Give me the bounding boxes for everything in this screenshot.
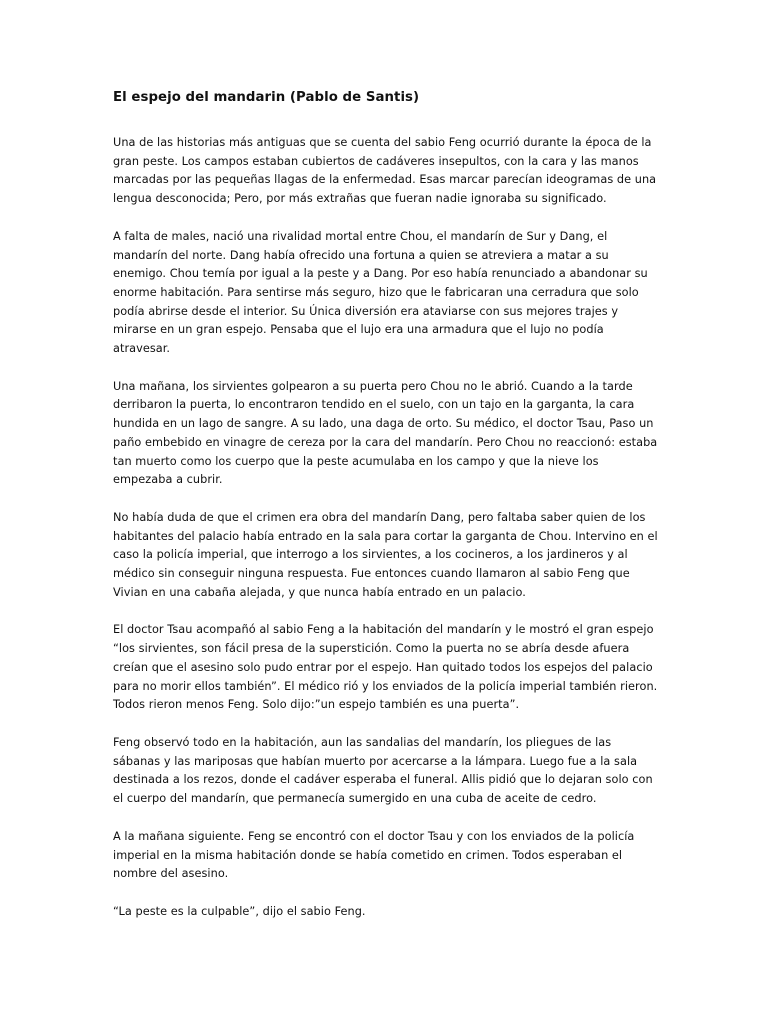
document-page bbox=[113, 88, 658, 941]
paragraph-3: Una mañana, los sirvientes golpearon a su puerta pero Chou no le abrió. Cuando a la tarde derribaron la puerta, lo encontraron tendido en el suelo, con un tajo en la garganta, la cara hundida en un lago de sangre. A su lado, una daga de orto. Su médico, el doctor Tsau, Paso un paño embebido en vinagre de cereza por la cara del mandarín. Pero Chou no reaccionó: estaba tan muerto como los cuerpo que la peste acumulaba en los campo y que la nieve los empezaba a cubrir. bbox=[113, 379, 658, 487]
document-title: El espejo del mandarin (Pablo de Santis) bbox=[113, 90, 420, 105]
paragraph-4: No había duda de que el crimen era obra del mandarín Dang, pero faltaba saber quien de los habitantes del palacio había entrado en la sala para cortar la garganta de Chou. Intervino en el caso la policía imperial, que interrogo a los sirvientes, a los cocineros, a los jardineros y al médico sin conseguir ninguna respuesta. Fue entonces cuando llamaron al sabio Feng que Vivian en una cabaña alejada, y que nunca había entrado en un palacio. bbox=[113, 510, 658, 599]
paragraph-2: A falta de males, nació una rivalidad mortal entre Chou, el mandarín de Sur y Dang, el mandarín del norte. Dang había ofrecido una fortuna a quien se atreviera a matar a su enemigo. Chou temía por igual a la peste y a Dang. Por eso había renunciado a abandonar su enorme habitación. Para sentirse más seguro, hizo que le fabricaran una cerradura que solo podía abrirse desde el interior. Su Única diversión era ataviarse con sus mejores trajes y mirarse en un gran espejo. Pensaba que el lujo era una armadura que el lujo no podía atravesar. bbox=[113, 229, 648, 356]
paragraph-5: El doctor Tsau acompañó al sabio Feng a la habitación del mandarín y le mostró el gran espejo “los sirvientes, son fácil presa de la superstición. Como la puerta no se abría desde afuera creían que el asesino solo pudo entrar por el espejo. Han quitado todos los espejos del palacio para no morir ellos también”. El médico rió y los enviados de la policía imperial también rieron. Todos rieron menos Feng. Solo dijo:”un espejo también es una puerta”. bbox=[113, 623, 658, 712]
paragraph-8: “La peste es la culpable”, dijo el sabio Feng. bbox=[113, 904, 366, 918]
paragraph-1: Una de las historias más antiguas que se cuenta del sabio Feng ocurrió durante la época de la gran peste. Los campos estaban cubiertos de cadáveres insepultos, con la cara y las manos marcadas por las pequeñas llagas de la enfermedad. Esas marcar parecían ideogramas de una lengua desconocida; Pero, por más extrañas que fueran nadie ignoraba su significado. bbox=[113, 136, 657, 206]
paragraph-7: A la mañana siguiente. Feng se encontró con el doctor Tsau y con los enviados de la policía imperial en la misma habitación donde se había cometido en crimen. Todos esperaban el nombre del asesino. bbox=[113, 829, 635, 881]
paragraph-6: Feng observó todo en la habitación, aun las sandalias del mandarín, los pliegues de las sábanas y las mariposas que habían muerto por acercarse a la lámpara. Luego fue a la sala destinada a los rezos, donde el cadáver esperaba el funeral. Allis pidió que lo dejaran solo con el cuerpo del mandarín, que permanecía sumergido en una cuba de aceite de cedro. bbox=[113, 735, 653, 806]
